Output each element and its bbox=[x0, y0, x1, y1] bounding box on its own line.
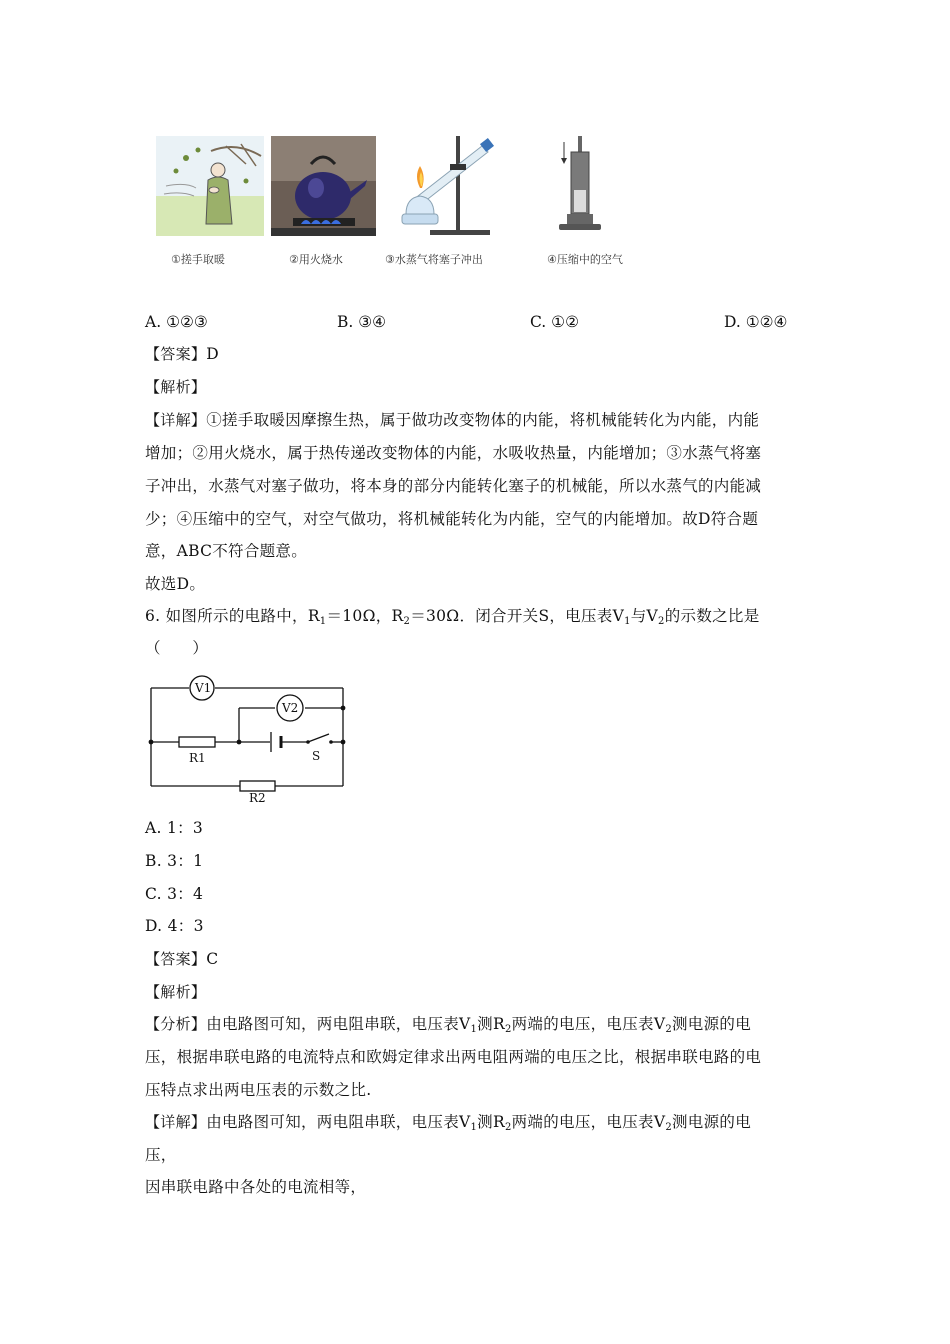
q5-analysis-tag bbox=[145, 377, 206, 397]
option-text: ①②④ bbox=[745, 313, 788, 331]
q6-paren: （ ） bbox=[145, 639, 209, 657]
option-letter: C. bbox=[530, 313, 547, 331]
subscript: 1 bbox=[319, 616, 327, 627]
analysis-tag: 【解析】 bbox=[145, 378, 207, 396]
q6-analysis-line-2: 压，根据串联电路的电流特点和欧姆定律求出两电阻两端的电压之比，根据串联电路的电 bbox=[145, 1048, 762, 1066]
option-text: 3：1 bbox=[167, 852, 204, 870]
figure-compressed-air bbox=[555, 136, 605, 240]
q5-detail-line-1 bbox=[145, 410, 759, 430]
q6-analysis-line-1 bbox=[145, 1014, 751, 1040]
q5-option-d bbox=[724, 312, 787, 332]
q5-detail-line-5: 意，ABC不符合题意。 bbox=[145, 542, 308, 560]
stem-text: 与V bbox=[630, 607, 659, 625]
subscript: 2 bbox=[403, 616, 411, 627]
answer-value: D bbox=[206, 345, 219, 363]
rubbing-hands-illustration bbox=[156, 136, 264, 236]
analysis-text: 测R bbox=[477, 1015, 505, 1033]
option-text: ①②③ bbox=[166, 313, 208, 331]
analysis-text: 测电源的电 bbox=[672, 1015, 752, 1033]
stem-text: 的示数之比是 bbox=[664, 607, 760, 625]
option-letter: D. bbox=[145, 917, 163, 935]
q6-analysis-tag bbox=[145, 982, 206, 1002]
q5-option-c bbox=[530, 312, 579, 332]
resistor-r2-icon bbox=[240, 781, 275, 791]
subscript: 2 bbox=[504, 1122, 512, 1133]
option-text: 3：4 bbox=[167, 885, 204, 903]
option-text: ①② bbox=[551, 313, 579, 331]
junction-dot bbox=[149, 740, 154, 745]
detail-text: 由电路图可知，两电阻串联，电压表V bbox=[206, 1113, 471, 1131]
q6-option-b bbox=[145, 851, 203, 871]
figure-boiling-water bbox=[271, 136, 376, 236]
option-text: ③④ bbox=[358, 313, 387, 331]
q6-option-a bbox=[145, 818, 203, 838]
option-letter: D. bbox=[724, 313, 741, 331]
option-text: 1：3 bbox=[166, 819, 204, 837]
q5-detail-line-4: 少；④压缩中的空气，对空气做功，将机械能转化为内能，空气的内能增加。故D符合题 bbox=[145, 510, 759, 528]
subscript: 2 bbox=[665, 1122, 672, 1133]
subscript: 1 bbox=[470, 1122, 478, 1133]
figure-steam-stopper bbox=[398, 136, 500, 236]
option-letter: B. bbox=[337, 313, 354, 331]
detail-text: ①搓手取暖因摩擦生热，属于做功改变物体的内能，将机械能转化为内能，内能 bbox=[206, 411, 760, 429]
q6-detail-line-2: 压， bbox=[145, 1146, 177, 1164]
q6-analysis-line-3: 压特点求出两电压表的示数之比. bbox=[145, 1081, 372, 1099]
answer-value: C bbox=[206, 950, 219, 968]
answer-tag: 【答案】 bbox=[145, 345, 207, 363]
switch-contact bbox=[329, 740, 333, 744]
subscript: 1 bbox=[470, 1024, 478, 1035]
junction-dot bbox=[341, 706, 346, 711]
q5-detail-line-2: 增加；②用火烧水，属于热传递改变物体的内能，水吸收热量，内能增加；③水蒸气将塞 bbox=[145, 444, 762, 462]
q6-option-d bbox=[145, 916, 204, 936]
subscript: 2 bbox=[658, 616, 665, 627]
kettle-illustration bbox=[271, 136, 376, 236]
resistor-r1-icon bbox=[179, 737, 215, 747]
q5-conclusion: 故选D。 bbox=[145, 575, 206, 593]
option-letter: C. bbox=[145, 885, 162, 903]
caption-1: ①搓手取暖 bbox=[171, 253, 225, 266]
stem-text: ＝10Ω，R bbox=[326, 607, 404, 625]
caption-2: ②用火烧水 bbox=[289, 253, 343, 266]
analysis-text: 两端的电压，电压表V bbox=[511, 1015, 666, 1033]
junction-dot bbox=[237, 740, 242, 745]
q5-option-b bbox=[337, 312, 386, 332]
analysis-head-tag: 【分析】 bbox=[145, 1015, 207, 1033]
q5-option-a bbox=[145, 312, 208, 332]
detail-text: 测R bbox=[477, 1113, 505, 1131]
r1-label: R1 bbox=[189, 751, 206, 765]
circuit-diagram bbox=[145, 670, 351, 804]
figure-rubbing-hands bbox=[156, 136, 264, 236]
junction-dot bbox=[341, 740, 346, 745]
v1-label: V1 bbox=[195, 681, 212, 695]
q6-detail-line-3: 因串联电路中各处的电流相等， bbox=[145, 1178, 367, 1196]
answer-tag: 【答案】 bbox=[145, 950, 207, 968]
detail-tag: 【详解】 bbox=[145, 411, 207, 429]
q5-detail-line-3: 子冲出，水蒸气对塞子做功，将本身的部分内能转化塞子的机械能，所以水蒸气的内能减 bbox=[145, 477, 762, 495]
air-piston-illustration bbox=[555, 136, 605, 240]
s-label: S bbox=[312, 749, 321, 763]
q6-answer bbox=[145, 949, 218, 969]
switch-pivot bbox=[306, 740, 310, 744]
option-letter: B. bbox=[145, 852, 162, 870]
option-letter: A. bbox=[145, 313, 162, 331]
r2-label: R2 bbox=[249, 791, 266, 804]
subscript: 1 bbox=[624, 616, 631, 627]
caption-4: ④压缩中的空气 bbox=[547, 253, 623, 266]
option-text: 4：3 bbox=[167, 917, 204, 935]
q6-detail-line-1 bbox=[145, 1112, 751, 1138]
subscript: 2 bbox=[504, 1024, 512, 1035]
stem-text: 6. 如图所示的电路中，R bbox=[145, 607, 320, 625]
v2-label: V2 bbox=[282, 701, 299, 715]
q6-option-c bbox=[145, 884, 203, 904]
analysis-text: 由电路图可知，两电阻串联，电压表V bbox=[206, 1015, 471, 1033]
detail-text: 测电源的电 bbox=[672, 1113, 752, 1131]
detail-text: 两端的电压，电压表V bbox=[511, 1113, 666, 1131]
option-letter: A. bbox=[145, 819, 162, 837]
q5-answer bbox=[145, 344, 219, 364]
analysis-tag: 【解析】 bbox=[145, 983, 207, 1001]
steam-apparatus-illustration bbox=[398, 136, 500, 236]
detail-tag: 【详解】 bbox=[145, 1113, 207, 1131]
stem-text: ＝30Ω．闭合开关S，电压表V bbox=[410, 607, 625, 625]
caption-3: ③水蒸气将塞子冲出 bbox=[385, 253, 483, 266]
subscript: 2 bbox=[665, 1024, 672, 1035]
q6-stem bbox=[145, 606, 760, 632]
